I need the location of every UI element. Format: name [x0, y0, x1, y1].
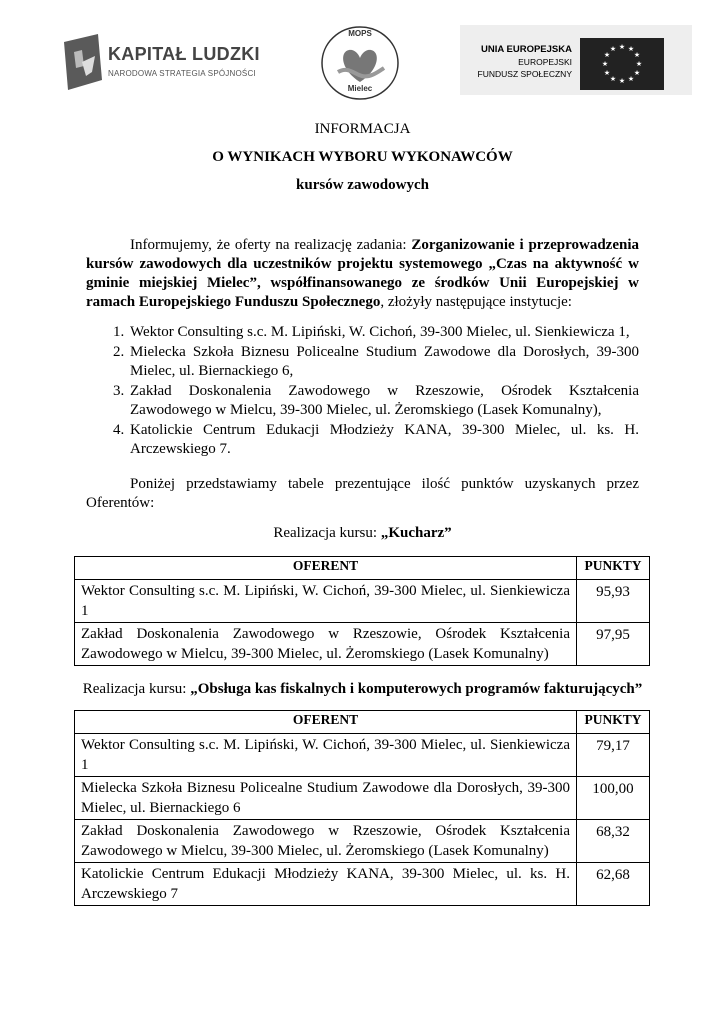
oferent-cell: Zakład Doskonalenia Zawodowego w Rzeszowie, Ośrodek Kształcenia Zawodowego w Mielcu, 39-300 Mielec, ul. Żeromskiego (Lasek Komunalny) [75, 623, 577, 666]
course2-results-table [74, 710, 650, 906]
points-cell: 68,32 [577, 820, 650, 863]
oferent-cell: Zakład Doskonalenia Zawodowego w Rzeszowie, Ośrodek Kształcenia Zawodowego w Mielcu, 39-300 Mielec, ul. Żeromskiego (Lasek Komunalny) [75, 820, 577, 863]
kapital-ludzki-emblem-icon [62, 32, 106, 94]
institutions-list [86, 323, 639, 460]
table-row [75, 734, 650, 777]
oferent-cell: Mielecka Szkoła Biznesu Policealne Studium Zawodowe dla Dorosłych, 39-300 Mielec, ul. Biernackiego 6 [75, 777, 577, 820]
intro-pre: Informujemy, że oferty na realizację zadania: [130, 237, 412, 253]
course2-title [0, 681, 725, 698]
heading-results: O WYNIKACH WYBORU WYKONAWCÓW [212, 149, 513, 165]
column-header-oferent: OFERENT [75, 557, 577, 580]
kapital-ludzki-title: KAPITAŁ LUDZKI [108, 44, 260, 64]
intro-task-name: Zorganizowanie i przeprowadzenia kursów zawodowych dla uczestników projektu systemowego „Czas na aktywność w gminie miejskiej Mielec”, współfinansowanego ze środków Unii Europejskiej w ramach Europejskiego Funduszu Społecznego [86, 237, 639, 310]
tables-intro-paragraph: Poniżej przedstawiamy tabele prezentujące ilość punktów uzyskanych przez Oferentów: [86, 476, 639, 511]
table-row [75, 623, 650, 666]
svg-text:★: ★ [618, 77, 626, 85]
table-row [75, 820, 650, 863]
svg-text:★: ★ [627, 75, 635, 83]
institution-item: 4. Katolickie Centrum Edukacji Młodzieży KANA, 39-300 Mielec, ul. ks. H. Arczewskiego 7. [128, 421, 639, 460]
points-cell: 79,17 [577, 734, 650, 777]
svg-text:★: ★ [633, 51, 641, 59]
points-cell: 62,68 [577, 863, 650, 906]
table-row [75, 777, 650, 820]
points-cell: 97,95 [577, 623, 650, 666]
svg-text:★: ★ [627, 45, 635, 53]
course1-prefix: Realizacja kursu: [273, 525, 381, 541]
points-cell: 100,00 [577, 777, 650, 820]
ue-logo-line3: FUNDUSZ SPOŁECZNY [477, 69, 572, 79]
svg-text:★: ★ [635, 60, 643, 68]
points-cell: 95,93 [577, 580, 650, 623]
table-row [75, 580, 650, 623]
svg-text:★: ★ [603, 69, 611, 77]
mops-logo-top-text: MOPS [348, 29, 372, 38]
institution-item: 3. Zakład Doskonalenia Zawodowego w Rzeszowie, Ośrodek Kształcenia Zawodowego w Mielcu, 39-300 Mielec, ul. Żeromskiego (Lasek Komunalny), [128, 382, 639, 421]
institution-item: 1. Wektor Consulting s.c. M. Lipiński, W. Cichoń, 39-300 Mielec, ul. Sienkiewicza 1, [128, 323, 639, 343]
mops-logo-bottom-text: Mielec [347, 84, 373, 93]
heading-information: INFORMACJA [314, 121, 411, 137]
kapital-ludzki-subtitle: NARODOWA STRATEGIA SPÓJNOŚCI [108, 69, 256, 78]
column-header-punkty: PUNKTY [577, 711, 650, 734]
svg-text:★: ★ [618, 43, 626, 51]
column-header-oferent: OFERENT [75, 711, 577, 734]
eu-flag-icon [580, 38, 664, 90]
svg-text:★: ★ [603, 51, 611, 59]
institution-item: 2. Mielecka Szkoła Biznesu Policealne Studium Zawodowe dla Dorosłych, 39-300 Mielec, ul. Biernackiego 6, [128, 343, 639, 382]
heading-courses: kursów zawodowych [296, 177, 429, 193]
oferent-cell: Wektor Consulting s.c. M. Lipiński, W. Cichoń, 39-300 Mielec, ul. Sienkiewicza 1 [75, 734, 577, 777]
svg-text:★: ★ [609, 45, 617, 53]
course2-name: „Obsługa kas fiskalnych i komputerowych programów fakturujących” [190, 681, 643, 697]
course1-title [0, 525, 725, 542]
column-header-punkty: PUNKTY [577, 557, 650, 580]
svg-text:★: ★ [609, 75, 617, 83]
logo-header [0, 22, 725, 102]
ue-logo-line2: EUROPEJSKI [518, 57, 572, 67]
intro-paragraph [86, 236, 639, 312]
svg-text:★: ★ [601, 60, 609, 68]
course1-name: „Kucharz” [380, 525, 452, 541]
kapital-ludzki-logo [62, 30, 262, 96]
intro-post: , złożyły następujące instytucje: [380, 294, 572, 310]
oferent-cell: Katolickie Centrum Edukacji Młodzieży KANA, 39-300 Mielec, ul. ks. H. Arczewskiego 7 [75, 863, 577, 906]
mops-logo [318, 24, 402, 102]
svg-text:★: ★ [633, 69, 641, 77]
table-row [75, 863, 650, 906]
ue-logo-line1: UNIA EUROPEJSKA [481, 44, 572, 55]
course1-results-table [74, 556, 650, 666]
oferent-cell: Wektor Consulting s.c. M. Lipiński, W. Cichoń, 39-300 Mielec, ul. Sienkiewicza 1 [75, 580, 577, 623]
ue-efs-logo [460, 25, 692, 95]
course2-prefix: Realizacja kursu: [82, 681, 191, 697]
